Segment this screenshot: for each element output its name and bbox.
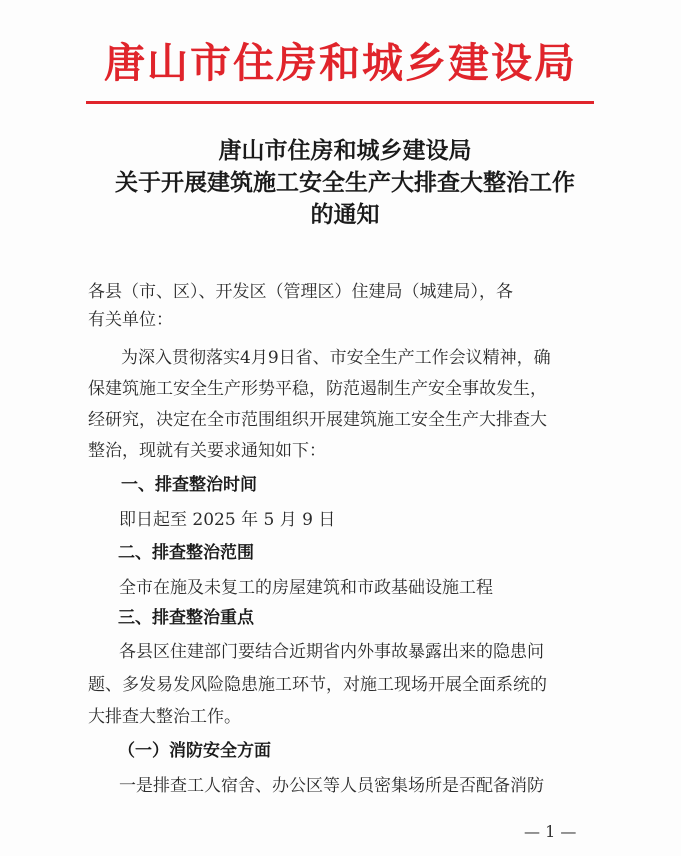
section-3-heading: 三、排查整治重点 [118,608,254,628]
intro-line-3: 经研究，决定在全市范围组织开展建筑施工安全生产大排查大 [88,410,547,430]
section-2-text: 全市在施及未复工的房屋建筑和市政基础设施工程 [119,578,493,598]
intro-line-2: 保建筑施工安全生产形势平稳，防范遏制生产安全事故发生， [88,379,547,399]
section-2-heading: 二、排查整治范围 [118,543,254,563]
salutation-line-2: 有关单位： [88,310,173,330]
section-3-line-1: 各县区住建部门要结合近期省内外事故暴露出来的隐患问 [119,642,544,662]
title-line-2: 关于开展建筑施工安全生产大排查大整治工作 [115,169,575,196]
section-3-line-2: 题、多发易发风险隐患施工环节，对施工现场开展全面系统的 [88,675,547,695]
intro-line-4: 整治，现就有关要求通知如下： [88,441,326,461]
letterhead-rule [86,101,594,104]
salutation-line-1: 各县（市、区）、开发区（管理区）住建局（城建局），各 [88,282,513,302]
title-line-1: 唐山市住房和城乡建设局 [218,137,472,164]
page-number: — 1 — [524,822,577,841]
section-3-line-3: 大排查大整治工作。 [88,707,241,727]
subsection-1-heading: （一）消防安全方面 [118,741,271,761]
section-1-heading: 一、排查整治时间 [121,475,257,495]
intro-line-1: 为深入贯彻落实4月9日省、市安全生产工作会议精神，确 [121,348,551,368]
document-title [60,135,630,231]
letterhead-title: 唐山市住房和城乡建设局 [104,39,577,87]
title-line-3: 的通知 [310,201,380,228]
section-1-text: 即日起至 2025 年 5 月 9 日 [119,510,336,530]
subsection-1-line-1: 一是排查工人宿舍、办公区等人员密集场所是否配备消防 [119,776,544,796]
